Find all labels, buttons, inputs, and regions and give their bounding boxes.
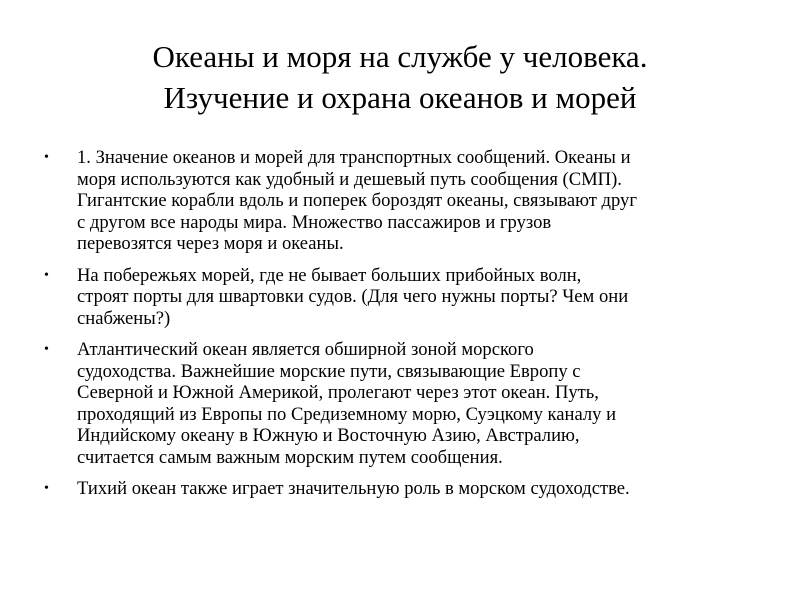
bullet-text-line: считается самым важным морским путем сообщения. (77, 446, 503, 468)
bullet-text-line: проходящий из Европы по Средиземному морю, Суэцкому каналу и (77, 403, 617, 425)
bullet-text-line: с другом все народы мира. Множество пассажиров и грузов (77, 211, 552, 233)
bullet-text-line: моря используются как удобный и дешевый путь сообщения (СМП). (77, 168, 622, 190)
slide-title (40, 36, 760, 118)
bullet-item (40, 339, 760, 468)
bullet-icon: • (44, 267, 49, 283)
bullet-text-line: Тихий океан также играет значительную роль в морском судоходстве. (77, 478, 630, 499)
bullet-text-line: На побережьях морей, где не бывает больших прибойных волн, (77, 264, 582, 286)
bullet-text-line: строят порты для швартовки судов. (Для чего нужны порты? Чем они (77, 286, 629, 307)
bullet-icon: • (44, 481, 49, 496)
title-line: Изучение и охрана океанов и морей (163, 80, 637, 115)
bullet-item (40, 147, 760, 255)
bullet-icon: • (44, 342, 49, 357)
bullet-list (40, 147, 760, 510)
bullet-text-line: Атлантический океан является обширной зоной морского (77, 339, 534, 360)
bullet-text-line: Гигантские корабли вдоль и поперек бороздят океаны, связывают друг (77, 190, 637, 211)
bullet-item (40, 265, 760, 330)
bullet-text-line: 1. Значение океанов и морей для транспортных сообщений. Океаны и (77, 147, 631, 168)
bullet-text-line: Индийскому океану в Южную и Восточную Азию, Австралию, (77, 425, 580, 446)
bullet-text-line: судоходства. Важнейшие морские пути, связывающие Европу с (77, 360, 581, 382)
title-line: Океаны и моря на службе у человека. (152, 39, 648, 74)
bullet-icon: • (44, 150, 49, 165)
bullet-text-line: Северной и Южной Америкой, пролегают через этот океан. Путь, (77, 382, 599, 403)
bullet-text-line: снабжены?) (77, 307, 171, 329)
bullet-item (40, 478, 760, 500)
bullet-text-line: перевозятся через моря и океаны. (77, 233, 344, 254)
